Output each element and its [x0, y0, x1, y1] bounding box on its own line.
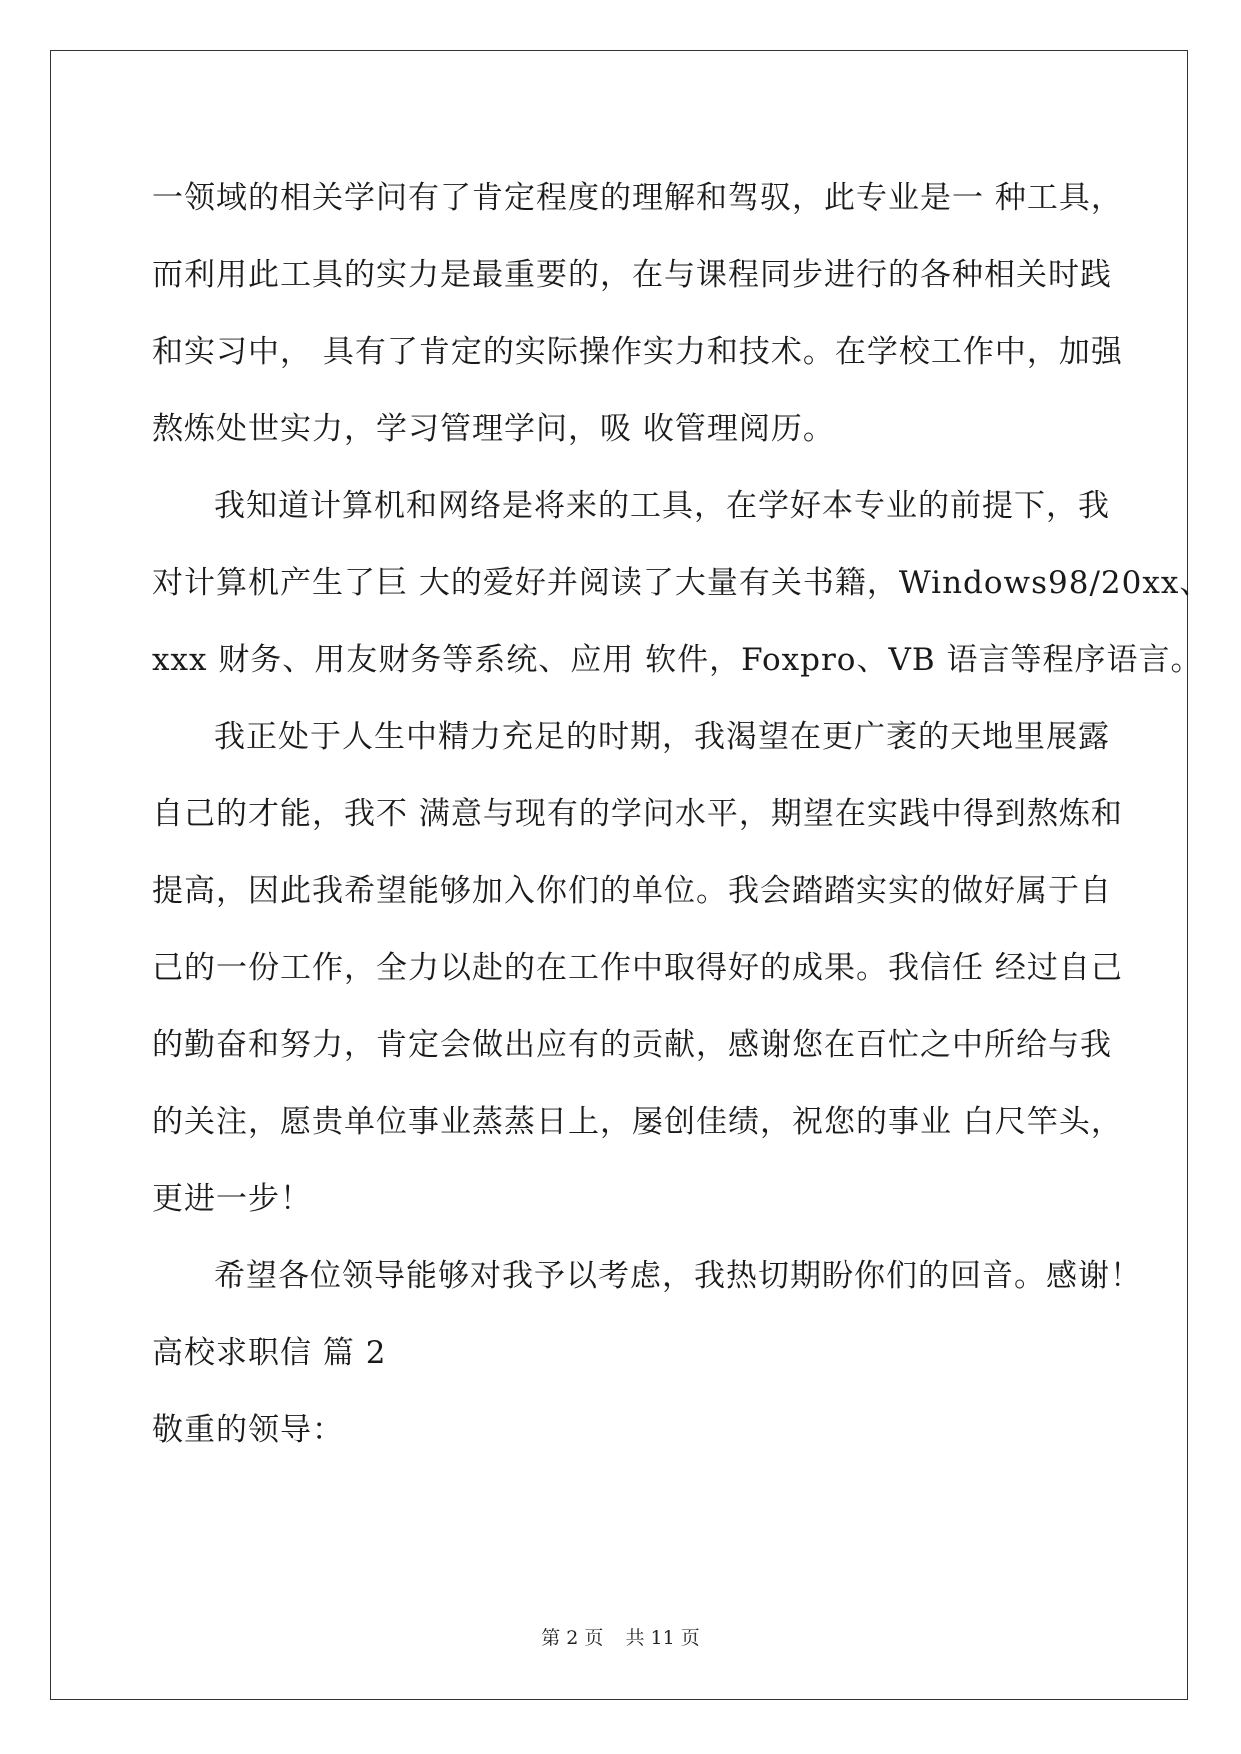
- paragraph-start-line: 我正处于人生中精力充足的时期，我渴望在更广袤的天地里展露: [214, 719, 1110, 755]
- salutation: 敬重的领导：: [152, 1412, 344, 1448]
- page-total: 共 11 页: [625, 1627, 700, 1649]
- text-line: xxx 财务、用友财务等系统、应用 软件，Foxpro、VB 语言等程序语言。: [152, 642, 1203, 678]
- text-line: 更进一步！: [152, 1181, 312, 1217]
- text-line: 提高，因此我希望能够加入你们的单位。我会踏踏实实的做好属于自: [152, 873, 1112, 909]
- text-line: 的关注，愿贵单位事业蒸蒸日上，屡创佳绩，祝您的事业 白尺竿头，: [152, 1104, 1123, 1140]
- text-line: 熬炼处世实力，学习管理学问，吸 收管理阅历。: [152, 411, 835, 447]
- document-body: [152, 160, 1212, 1469]
- text-line: 的勤奋和努力，肯定会做出应有的贡献，感谢您在百忙之中所给与我: [152, 1027, 1112, 1063]
- text-line: 自己的才能，我不 满意与现有的学问水平，期望在实践中得到熬炼和: [152, 796, 1123, 832]
- text-line: 一领域的相关学问有了肯定程度的理解和驾驭，此专业是一 种工具，: [152, 180, 1123, 216]
- paragraph-start-line: 希望各位领导能够对我予以考虑，我热切期盼你们的回音。感谢！: [214, 1258, 1142, 1294]
- text-line: 而利用此工具的实力是最重要的，在与课程同步进行的各种相关时践: [152, 257, 1112, 293]
- text-line: 己的一份工作，全力以赴的在工作中取得好的成果。我信任 经过自己: [152, 950, 1123, 986]
- paragraph-start-line: 我知道计算机和网络是将来的工具，在学好本专业的前提下，我: [214, 488, 1110, 524]
- text-line: 对计算机产生了巨 大的爱好并阅读了大量有关书籍，Windows98/20xx、: [152, 565, 1212, 601]
- section-heading: 高校求职信 篇 2: [152, 1335, 387, 1371]
- page-number: 第 2 页: [541, 1627, 604, 1649]
- page-footer: [0, 1623, 1241, 1650]
- text-line: 和实习中， 具有了肯定的实际操作实力和技术。在学校工作中，加强: [152, 334, 1123, 370]
